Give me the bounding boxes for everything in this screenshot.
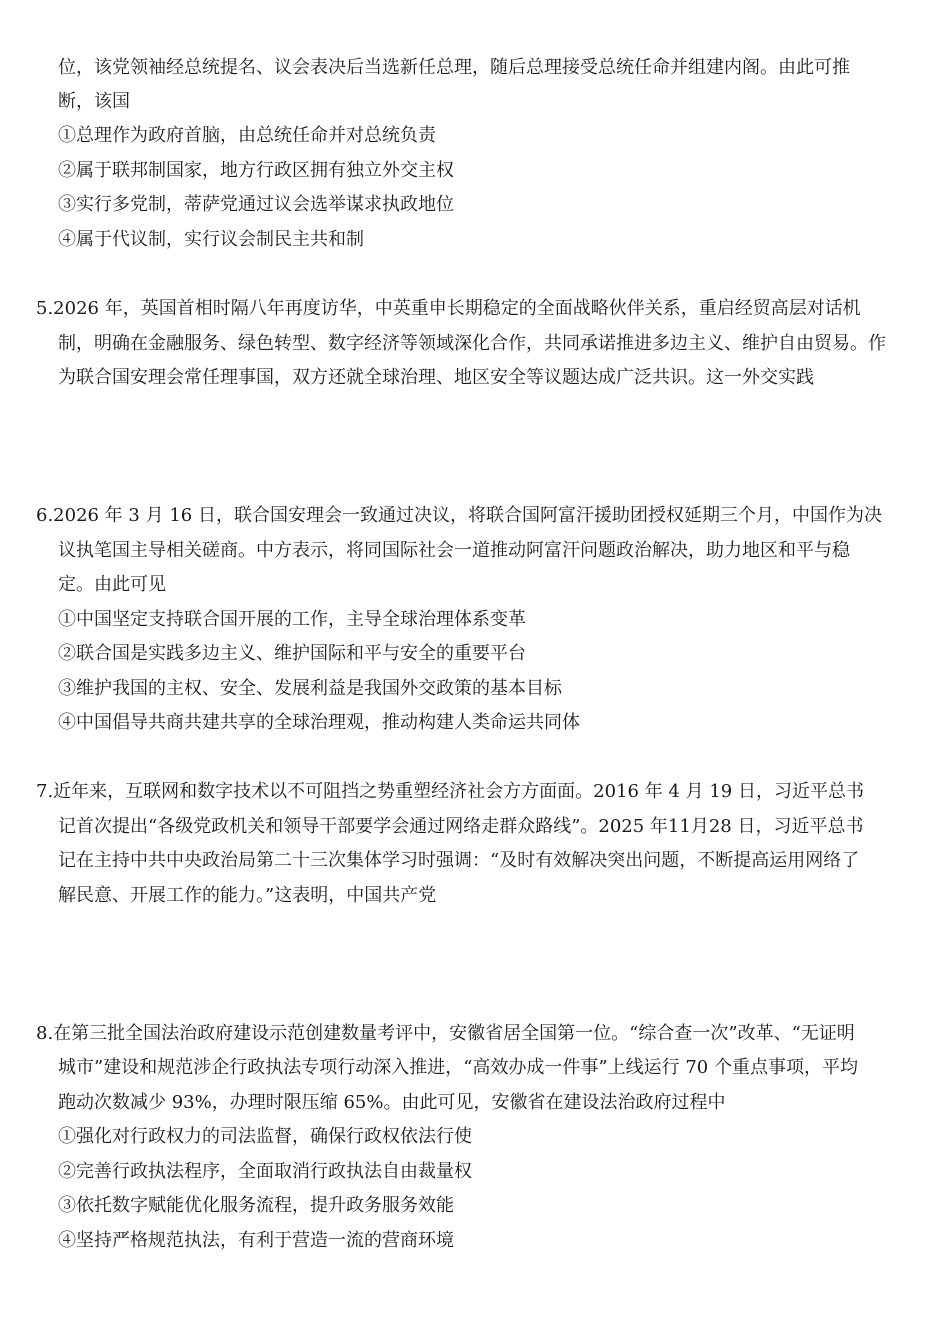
- q8-item-3: ③依托数字赋能优化服务流程，提升政务服务效能: [58, 1195, 454, 1216]
- q6-stem-line-3: 定。由此可见: [58, 574, 166, 595]
- q8-stem-line-1: 8.在第三批全国法治政府建设示范创建数量考评中，安徽省居全国第一位。“综合查一次”改革、“无证明: [36, 1023, 855, 1044]
- q4-item-4: ④属于代议制，实行议会制民主共和制: [58, 229, 364, 250]
- q7-stem-line-3: 记在主持中共中央政治局第二十三次集体学习时强调：“及时有效解决突出问题，不断提高运用网络了: [58, 850, 860, 871]
- q6-item-1: ①中国坚定支持联合国开展的工作，主导全球治理体系变革: [58, 609, 526, 630]
- q6-item-3: ③维护我国的主权、安全、发展利益是我国外交政策的基本目标: [58, 678, 562, 699]
- q6-item-4: ④中国倡导共商共建共享的全球治理观，推动构建人类命运共同体: [58, 712, 580, 733]
- q5-stem-line-1: 5.2026 年，英国首相时隔八年再度访华，中英重申长期稳定的全面战略伙伴关系，重启经贸高层对话机: [36, 298, 861, 319]
- q8-stem-line-2: 城市”建设和规范涉企行政执法专项行动深入推进，“高效办成一件事”上线运行 70 个重点事项，平均: [58, 1057, 858, 1078]
- q6-stem-line-1: 6.2026 年 3 月 16 日，联合国安理会一致通过决议，将联合国阿富汗援助团授权延期三个月，中国作为决: [36, 505, 882, 526]
- q4-stem-line-2: 断，该国: [58, 91, 130, 112]
- q5-stem-line-2: 制，明确在金融服务、绿色转型、数字经济等领域深化合作，共同承诺推进多边主义、维护自由贸易。作: [58, 333, 886, 354]
- q4-item-3: ③实行多党制，蒂萨党通过议会选举谋求执政地位: [58, 194, 454, 215]
- q4-item-2: ②属于联邦制国家，地方行政区拥有独立外交主权: [58, 160, 454, 181]
- q6-stem-line-2: 议执笔国主导相关磋商。中方表示，将同国际社会一道推动阿富汗问题政治解决，助力地区和平与稳: [58, 540, 850, 561]
- q8-item-4: ④坚持严格规范执法，有利于营造一流的营商环境: [58, 1230, 454, 1251]
- q7-stem-line-2: 记首次提出“各级党政机关和领导干部要学会通过网络走群众路线”。2025 年11月28 日，习近平总书: [58, 816, 864, 837]
- q4-stem-line-1: 位，该党领袖经总统提名、议会表决后当选新任总理，随后总理接受总统任命并组建内阁。由此可推: [58, 57, 850, 78]
- q4-item-1: ①总理作为政府首脑，由总统任命并对总统负责: [58, 125, 436, 146]
- q5-stem-line-3: 为联合国安理会常任理事国，双方还就全球治理、地区安全等议题达成广泛共识。这一外交实践: [58, 367, 814, 388]
- q7-stem-line-1: 7.近年来，互联网和数字技术以不可阻挡之势重塑经济社会方方面面。2016 年 4 月 19 日，习近平总书: [36, 781, 864, 802]
- q6-item-2: ②联合国是实践多边主义、维护国际和平与安全的重要平台: [58, 643, 526, 664]
- q8-item-1: ①强化对行政权力的司法监督，确保行政权依法行使: [58, 1126, 472, 1147]
- q8-stem-line-3: 跑动次数减少 93%，办理时限压缩 65%。由此可见，安徽省在建设法治政府过程中: [58, 1092, 726, 1113]
- q8-item-2: ②完善行政执法程序，全面取消行政执法自由裁量权: [58, 1161, 472, 1182]
- q7-stem-line-4: 解民意、开展工作的能力。”这表明，中国共产党: [58, 885, 437, 906]
